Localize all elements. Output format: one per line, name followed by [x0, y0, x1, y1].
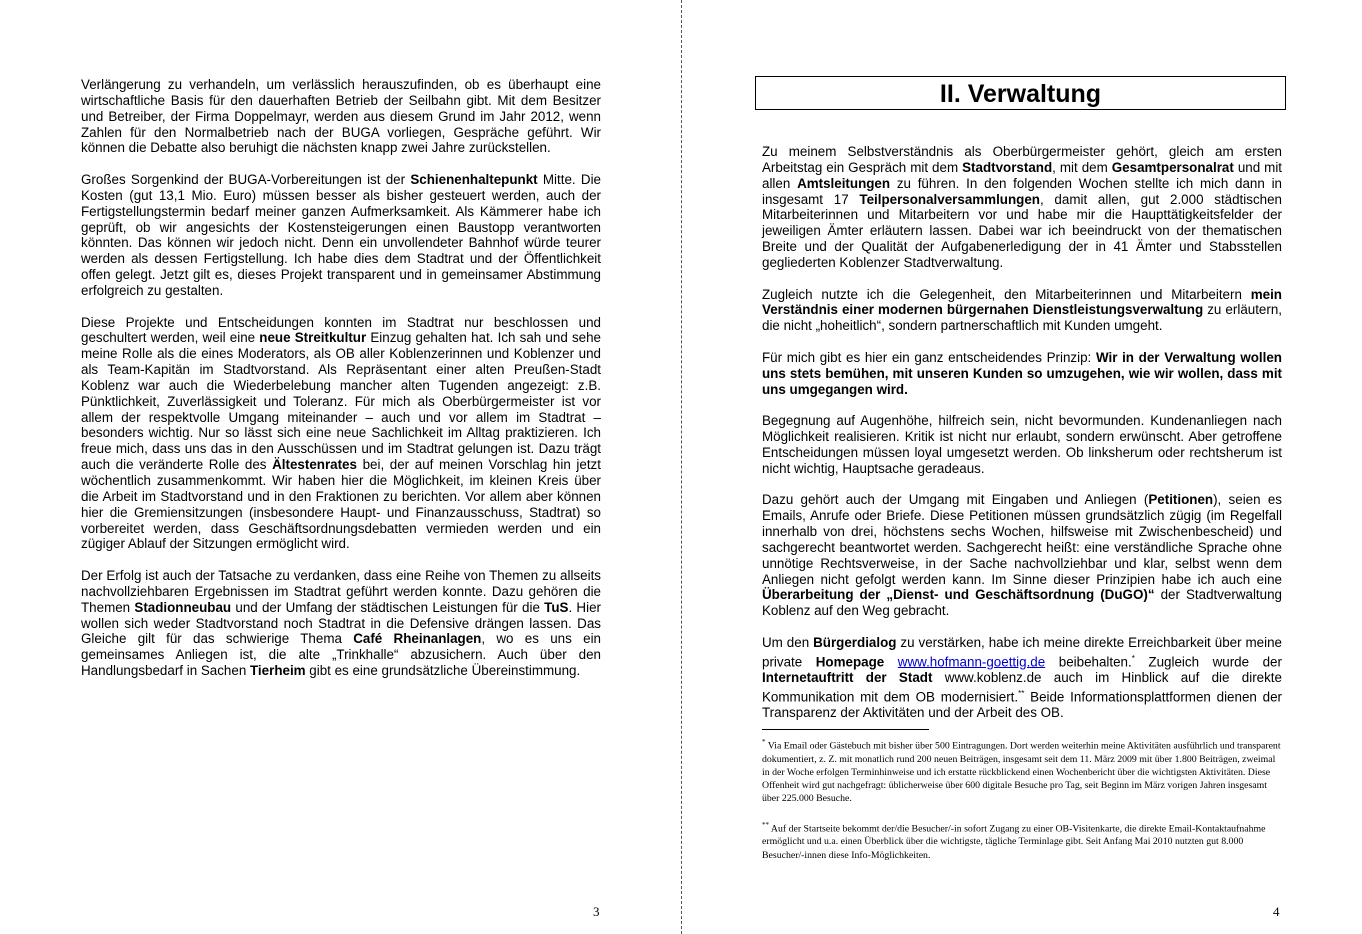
- bold-run: Teilpersonalversammlungen: [859, 191, 1040, 207]
- text-run: zu verstärken, habe ich meine direkte Erreichbarkeit über meine private: [762, 634, 1282, 670]
- text-run: auch im Hinblick auf die direkte Kommunikation mit dem OB modernisiert.: [762, 670, 1282, 705]
- bold-run: Überarbeitung der „Dienst- und Geschäftsordnung (DuGO)“: [762, 587, 1155, 603]
- bold-run: Bürgerdialog: [813, 634, 897, 650]
- city-website-text: www.koblenz.de: [944, 670, 1042, 686]
- footnote-mark: *: [762, 738, 766, 746]
- bold-run: TuS: [544, 599, 569, 615]
- paragraph: Zugleich nutzte ich die Gelegenheit, den Mitarbeiterinnen und Mitarbeitern mein Verständnis einer modernen bürgernahen Dienstleistungsverwaltung zu erläutern, die nicht „hoheitlich“, sondern partnerschaftlich mit Kunden umgeht.: [762, 286, 1283, 334]
- text-run: beibehalten.: [1045, 654, 1132, 670]
- page-number: 3: [593, 904, 600, 919]
- footnote-text: Via Email oder Gästebuch mit bisher über 500 Eintragungen. Dort werden weiterhin meine Aktivitäten ausführlich und transparent dokumentiert, z. Z. mit monatlich rund 200 neuen Beiträgen, insgesamt seit dem 11. März 2009 mit über 1.800 Beiträgen, zweimal in der Woche erfolgen Terminhinweise und ich erstatte rückblickend einen Wochenbericht über die wichtigsten Aktivitäten. Diese Offenheit wird gut nachgefragt: üblicherweise über 600 digitale Besuche pro Tag, seit Beginn im März vorigen Jahren insgesamt über 225.000 Besuche.: [762, 740, 1281, 805]
- bold-run: Schienenhaltepunkt: [410, 172, 538, 188]
- bold-run: neue Streitkultur: [259, 330, 367, 346]
- footnotes: [762, 736, 1282, 875]
- footnote-ref: *: [1131, 653, 1135, 663]
- bold-run: Stadtvorstand: [962, 159, 1053, 175]
- paragraph: Verlängerung zu verhandeln, um verlässlich herauszufinden, ob es überhaupt eine wirtschaftliche Basis für den dauerhaften Betrieb der Seilbahn gibt. Mit dem Besitzer und Betreiber, der Firma Doppelmayr, werden aus diesem Grund im Jahr 2012, wenn Zahlen für den Normalbetrieb nach der BUGA vorliegen, Gespräche geführt. Wir können die Debatte also beruhigt die nächsten knapp zwei Jahre zurückstellen.: [81, 77, 601, 156]
- bold-run: Ältestenrates: [272, 457, 357, 473]
- chapter-title: II. Verwaltung: [755, 76, 1286, 110]
- footnote-ref: **: [1018, 688, 1025, 698]
- bold-run: Homepage: [815, 654, 885, 670]
- right-page: [682, 0, 1362, 934]
- footnote-text: Auf der Startseite bekommt der/die Besucher/-in sofort Zugang zu einer OB-Visitenkarte, die direkte Email-Kontaktaufnahme ermöglicht und u.a. einen Überblick über die wichtigste, tägliche Terminlage gibt. Seit Anfang Mai 2010 nutzten gut 8.000 Besucher/-innen diese Info-Möglichkeiten.: [762, 823, 1266, 861]
- paragraph: Dazu gehört auch der Umgang mit Eingaben und Anliegen (Petitionen), seien es Emails, Anrufe oder Briefe. Diese Petitionen müssen grundsätzlich zügig (im Regelfall innerhalb von drei, höchstens sechs Wochen, hilfsweise mit Zwischenbescheid) und sachgerecht beantwortet werden. Sachgerecht heißt: eine verständliche Sprache ohne unnötige Rechtsverweise, in der Sache nachvollziehbar und klar, selbst wenn dem Anliegen nicht gefolgt werden kann. Im Sinne dieser Prinzipien habe ich auch eine Überarbeitung der „Dienst- und Geschäftsordnung (DuGO)“ der Stadtverwaltung Koblenz auf den Weg gebracht.: [762, 492, 1282, 619]
- bold-run: Petitionen: [1148, 492, 1214, 508]
- footnote: [762, 819, 1282, 862]
- paragraph: Zu meinem Selbstverständnis als Oberbürgermeister gehört, gleich am ersten Arbeitstag ein Gespräch mit dem Stadtvorstand, mit dem Gesamtpersonalrat und mit allen Amtsleitungen zu führen. In den folgenden Wochen stellte ich mich dann in insgesamt 17 Teilpersonalversammlungen, damit allen, gut 2.000 städtischen Mitarbeiterinnen und Mitarbeitern vor und habe mir die Haupttätigkeitsfelder der jeweiligen Ämter erläutern lassen. Dabei war ich beeindruckt von der thematischen Breite und der Qualität der Aufgabenerledigung der in 41 Ämter und Stabsstellen gegliederten Koblenzer Stadtverwaltung.: [762, 144, 1283, 270]
- bold-run: Tierheim: [250, 663, 306, 679]
- left-page-body: [81, 77, 601, 695]
- paragraph-buergerdialog: [762, 635, 1282, 721]
- bold-run: Internetauftritt der Stadt: [762, 670, 933, 686]
- paragraph: Diese Projekte und Entscheidungen konnten im Stadtrat nur beschlossen und geschultert werden, weil eine neue Streitkultur Einzug gehalten hat. Ich sah und sehe meine Rolle als die eines Moderators, als OB aller Koblenzerinnen und Koblenzer und als Team-Kapitän im Stadtvorstand. Als Repräsentant einer alten Preußen-Stadt Koblenz war auch die Wiederbelebung mancher alten Tugenden angezeigt: z.B. Pünktlichkeit, Zuverlässigkeit und Toleranz. Für mich als Oberbürgermeister ist vor allem der respektvolle Umgang miteinander – auch und vor allem im Stadtrat – besonders wichtig. Nur so lässt sich eine neue Sachlichkeit im Alltag praktizieren. Ich freue mich, dass uns das in den Ausschüssen und im Stadtrat gelungen ist. Dazu trägt auch die veränderte Rolle des Ältestenrates bei, der auf meinen Vorschlag hin jetzt wöchentlich zusammenkommt. Wir haben hier die Möglichkeit, im kleinen Kreis über die Arbeit im Stadtvorstand und in den Fraktionen zu berichten. Vor allem aber können hier die Gremiensitzungen (insbesondere Haupt- und Finanzausschuss, Stadtrat) so vorbereitet werden, dass Geschäftsordnungsdebatten vermieden werden und ein zügiger Ablauf der Sitzungen ermöglicht wird.: [81, 314, 602, 552]
- right-page-body: [762, 144, 1282, 737]
- paragraph: Großes Sorgenkind der BUGA-Vorbereitungen ist der Schienenhaltepunkt Mitte. Die Kosten (gut 13,1 Mio. Euro) müssen besser als bisher gesteuert werden, auch der Fertigstellungstermin bedarf meiner ganzen Aufmerksamkeit. Als Kämmerer habe ich geprüft, ob wir angesichts der Kostensteigerungen einen Baustopp verantworten könnten. Das können wir jedoch nicht. Denn ein unvollendeter Bahnhof würde teurer werden als dessen Fertigstellung. Ich habe dies dem Stadtrat und der Öffentlichkeit offen gelegt. Jetzt gilt es, dieses Projekt transparent und in gemeinsamer Abstimmung erfolgreich zu gestalten.: [81, 172, 601, 298]
- bold-run: Gesamtpersonalrat: [1111, 159, 1234, 175]
- paragraph: Der Erfolg ist auch der Tatsache zu verdanken, dass eine Reihe von Themen zu allseits nachvollziehbaren Ergebnissen im Stadtrat geführt werden konnte. Dazu gehören die Themen Stadionneubau und der Umfang der städtischen Leistungen für die TuS. Hier wollen sich weder Stadtvorstand noch Stadtrat in die Defensive drängen lassen. Das Gleiche gilt für das schwierige Thema Café Rheinanlagen, wo es uns ein gemeinsames Anliegen ist, die alte „Trinkhalle“ abzusichern. Auch über den Handlungsbedarf in Sachen Tierheim gibt es eine grundsätzliche Übereinstimmung.: [81, 568, 601, 679]
- page-number: 4: [1273, 904, 1280, 919]
- text-run: Um den: [762, 634, 814, 650]
- bold-run: Wir in der Verwaltung wollen uns stets bemühen, mit unseren Kunden so umzugehen, wie wir wollen, dass mit uns umgegangen wird.: [762, 349, 1282, 397]
- text-run: Zugleich wurde der: [1134, 654, 1282, 670]
- text-run: Beide Informationsplattformen dienen der Transparenz der Aktivitäten und der Arbeit des OB.: [762, 689, 1282, 721]
- paragraph: Für mich gibt es hier ein ganz entscheidendes Prinzip: Wir in der Verwaltung wollen uns stets bemühen, mit unseren Kunden so umzugehen, wie wir wollen, dass mit uns umgegangen wird.: [762, 349, 1282, 397]
- footnote: [762, 736, 1282, 806]
- bold-run: Stadionneubau: [134, 599, 232, 615]
- homepage-link[interactable]: www.hofmann-goettig.de: [897, 654, 1046, 670]
- bold-run: mein Verständnis einer modernen bürgernahen Dienstleistungsverwaltung: [762, 286, 1282, 318]
- bold-run: Café Rheinanlagen: [353, 631, 482, 647]
- footnote-mark: **: [762, 820, 769, 829]
- footnote-rule: [762, 729, 929, 730]
- bold-run: Amtsleitungen: [797, 175, 891, 191]
- paragraph: Begegnung auf Augenhöhe, hilfreich sein, nicht bevormunden. Kundenanliegen nach Möglichkeit realisieren. Kritik ist nicht nur erlaubt, sondern erwünscht. Aber getroffene Entscheidungen müssen loyal umgesetzt werden. Ob linksherum oder rechtsherum ist nicht wichtig, Hauptsache geradeaus.: [762, 413, 1282, 476]
